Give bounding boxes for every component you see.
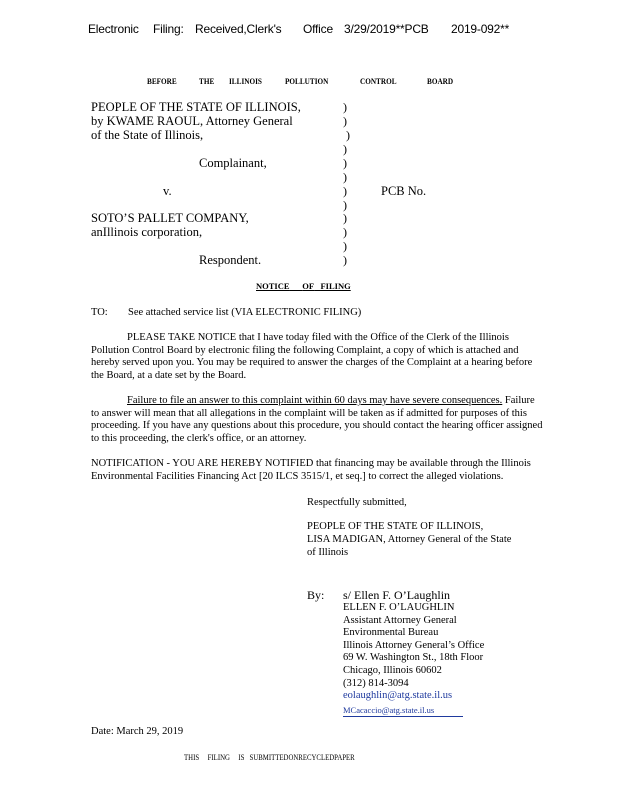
email-link-2[interactable]: MCacaccio@atg.state.il.us [343, 705, 463, 717]
caption-paren: ) [343, 184, 347, 198]
to-label: TO: [91, 307, 108, 318]
stamp-date: 3/29/2019**PCB [344, 22, 429, 36]
stamp-number: 2019-092** [451, 22, 510, 36]
caption-paren: ) [343, 142, 347, 156]
footer-word: FILING [207, 753, 230, 762]
by-label: By: [307, 588, 325, 602]
plaintiff-line: of the State of Illinois, [91, 128, 204, 142]
notice-title-word: FILING [320, 281, 351, 291]
caption-paren: ) [343, 170, 347, 184]
defendant-line: anIllinois corporation, [91, 225, 203, 239]
signer-phone: (312) 814-3094 [343, 677, 409, 689]
closing-ag-line: LISA MADIGAN, Attorney General of the State [307, 534, 512, 545]
signature-block [343, 602, 484, 703]
notice-title-word: NOTICE [256, 281, 290, 291]
board-title-word: BEFORE [147, 76, 177, 86]
filing-date: Date: March 29, 2019 [91, 726, 184, 737]
signer-city: Chicago, Illinois 60602 [343, 664, 442, 676]
defendant-line: SOTO’S PALLET COMPANY, [91, 211, 249, 225]
email-link-1[interactable]: eolaughlin@atg.state.il.us [343, 690, 453, 702]
versus-label: v. [163, 184, 172, 198]
footer-word: THIS [184, 753, 200, 762]
caption-paren: ) [343, 114, 347, 128]
caption-paren: ) [343, 156, 347, 170]
board-title-word: BOARD [427, 76, 454, 86]
board-title-word: ILLINOIS [229, 76, 262, 86]
notice-paragraph: PLEASE TAKE NOTICE that I have today filed with the Office of the Clerk of the Illinois Pollution Control Board by electronic filing the following Complaint, a copy of which is attached and hereby served upon you. You may be required to answer the charges of the Complaint at a hearing before the Board, at a date set by the Board. [91, 332, 533, 381]
caption-paren: ) [343, 211, 347, 225]
signer-office: Illinois Attorney General’s Office [343, 639, 485, 651]
caption-paren: ) [343, 198, 347, 212]
complainant-label: Complainant, [199, 156, 267, 170]
stamp-received: Received,Clerk's [195, 22, 282, 36]
pcb-number-label: PCB No. [381, 184, 427, 198]
signer-bureau: Environmental Bureau [343, 627, 439, 639]
plaintiff-line: PEOPLE OF THE STATE OF ILLINOIS, [91, 100, 301, 114]
stamp-office: Office [303, 22, 333, 36]
closing-people: PEOPLE OF THE STATE OF ILLINOIS, [307, 521, 484, 532]
stamp-electronic: Electronic [88, 22, 139, 36]
to-text: See attached service list (VIA ELECTRONIC FILING) [128, 307, 362, 318]
board-title-word: CONTROL [360, 76, 397, 86]
caption-paren: ) [343, 239, 347, 253]
closing-ag-line: of Illinois [307, 547, 349, 558]
electronic-signature: s/ Ellen F. O’Laughlin [343, 588, 451, 602]
footer-word: IS [238, 753, 245, 762]
recycled-paper-footer [184, 753, 355, 762]
notice-title-word: OF [302, 281, 315, 291]
warning-rest: Failure to answer will mean that all allegations in the complaint will be taken as if admitted for purposes of this proceeding. If you have any questions about this procedure, you should contact the hearing officer assigned to this proceeding, the clerk's office, or an attorney. [91, 395, 543, 444]
signer-name: ELLEN F. O’LAUGHLIN [343, 602, 455, 613]
caption-paren: ) [343, 253, 347, 267]
board-title-word: POLLUTION [285, 76, 329, 86]
respondent-label: Respondent. [199, 253, 262, 267]
signer-street: 69 W. Washington St., 18th Floor [343, 652, 484, 664]
respectfully-submitted: Respectfully submitted, [307, 497, 407, 508]
board-title-word: THE [199, 76, 215, 86]
warning-underlined: Failure to file an answer to this complaint within 60 days may have severe consequences. [127, 395, 503, 406]
plaintiff-line: by KWAME RAOUL, Attorney General [91, 114, 293, 128]
warning-paragraph [91, 395, 543, 445]
stamp-filing: Filing: [153, 22, 184, 36]
caption-paren: ) [343, 100, 347, 114]
caption-paren: ) [346, 128, 350, 142]
footer-word: SUBMITTEDONRECYCLEDPAPER [249, 753, 355, 762]
notice-title [256, 281, 351, 291]
notification-paragraph: NOTIFICATION - YOU ARE HEREBY NOTIFIED that financing may be available through the Illinois Environmental Facilities Financing Act [20 ILCS 3515/1, et seq.] to correct the alleged violations. [91, 458, 531, 482]
signer-title: Assistant Attorney General [343, 614, 457, 626]
caption-paren: ) [343, 225, 347, 239]
